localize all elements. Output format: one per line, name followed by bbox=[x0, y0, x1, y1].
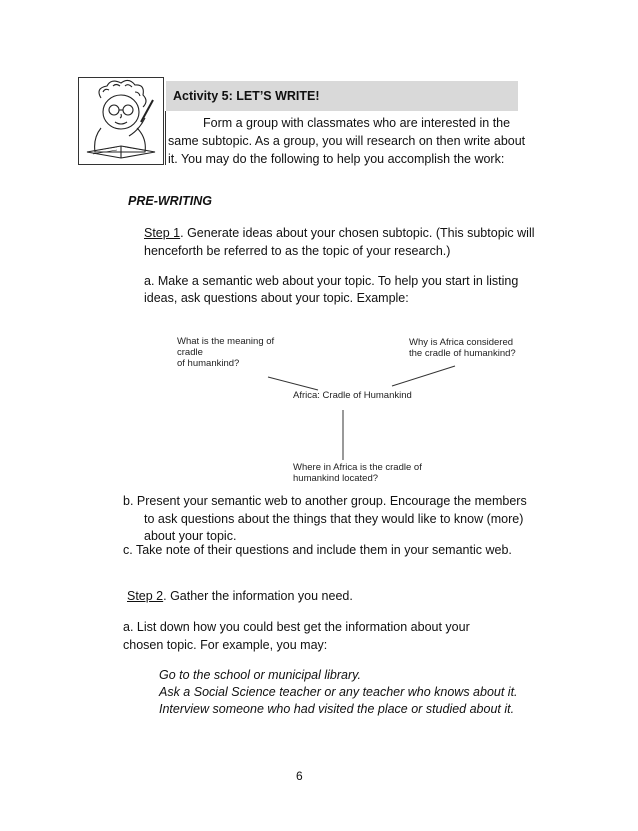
prewriting-heading: PRE-WRITING bbox=[128, 194, 213, 208]
step1a-line-1: a. Make a semantic web about your topic. To help you start in listing bbox=[144, 274, 519, 288]
intro-line-1: Form a group with classmates who are interested in the bbox=[203, 116, 511, 130]
web-q1-line-3: of humankind? bbox=[177, 358, 240, 369]
step2a-line-2: chosen topic. For example, you may: bbox=[123, 638, 328, 652]
step1a-line-2: ideas, ask questions about your topic. Example: bbox=[144, 291, 409, 305]
web-q1-line-1: What is the meaning of bbox=[177, 336, 275, 347]
step2-line bbox=[127, 587, 353, 605]
page-number: 6 bbox=[296, 769, 303, 783]
step1-line-2: henceforth be referred to as the topic of your research.) bbox=[144, 244, 451, 258]
web-q1-line-2: cradle bbox=[177, 347, 203, 358]
intro-line-3: it. You may do the following to help you accomplish the work: bbox=[168, 152, 505, 166]
step1-text: . Generate ideas about your chosen subtopic. (This subtopic will bbox=[180, 226, 535, 240]
intro-line-2: same subtopic. As a group, you will research on then write about bbox=[168, 134, 526, 148]
example-1: Go to the school or municipal library. bbox=[159, 668, 361, 682]
web-q3-line-1: Where in Africa is the cradle of bbox=[293, 462, 422, 473]
web-q2-line-1: Why is Africa considered bbox=[409, 337, 514, 348]
step2-text: . Gather the information you need. bbox=[163, 589, 353, 603]
connector-right bbox=[392, 366, 455, 386]
activity-title: Activity 5: LET’S WRITE! bbox=[173, 89, 320, 103]
connector-left bbox=[268, 377, 318, 390]
web-center-topic: Africa: Cradle of Humankind bbox=[293, 390, 412, 401]
step1-label: Step 1 bbox=[144, 226, 181, 240]
step2-label: Step 2 bbox=[127, 589, 164, 603]
b-line-2: to ask questions about the things that they would like to know (more) bbox=[144, 512, 524, 526]
web-q2-line-2: the cradle of humankind? bbox=[409, 348, 516, 359]
web-q3-line-2: humankind located? bbox=[293, 473, 379, 484]
step2a-line-1: a. List down how you could best get the information about your bbox=[123, 620, 470, 634]
example-2: Ask a Social Science teacher or any teacher who knows about it. bbox=[159, 685, 518, 699]
c-line: c. Take note of their questions and include them in your semantic web. bbox=[123, 543, 512, 557]
b-line-1: b. Present your semantic web to another group. Encourage the members bbox=[123, 494, 527, 508]
example-3: Interview someone who had visited the place or studied about it. bbox=[159, 702, 515, 716]
b-line-3: about your topic. bbox=[144, 529, 237, 543]
